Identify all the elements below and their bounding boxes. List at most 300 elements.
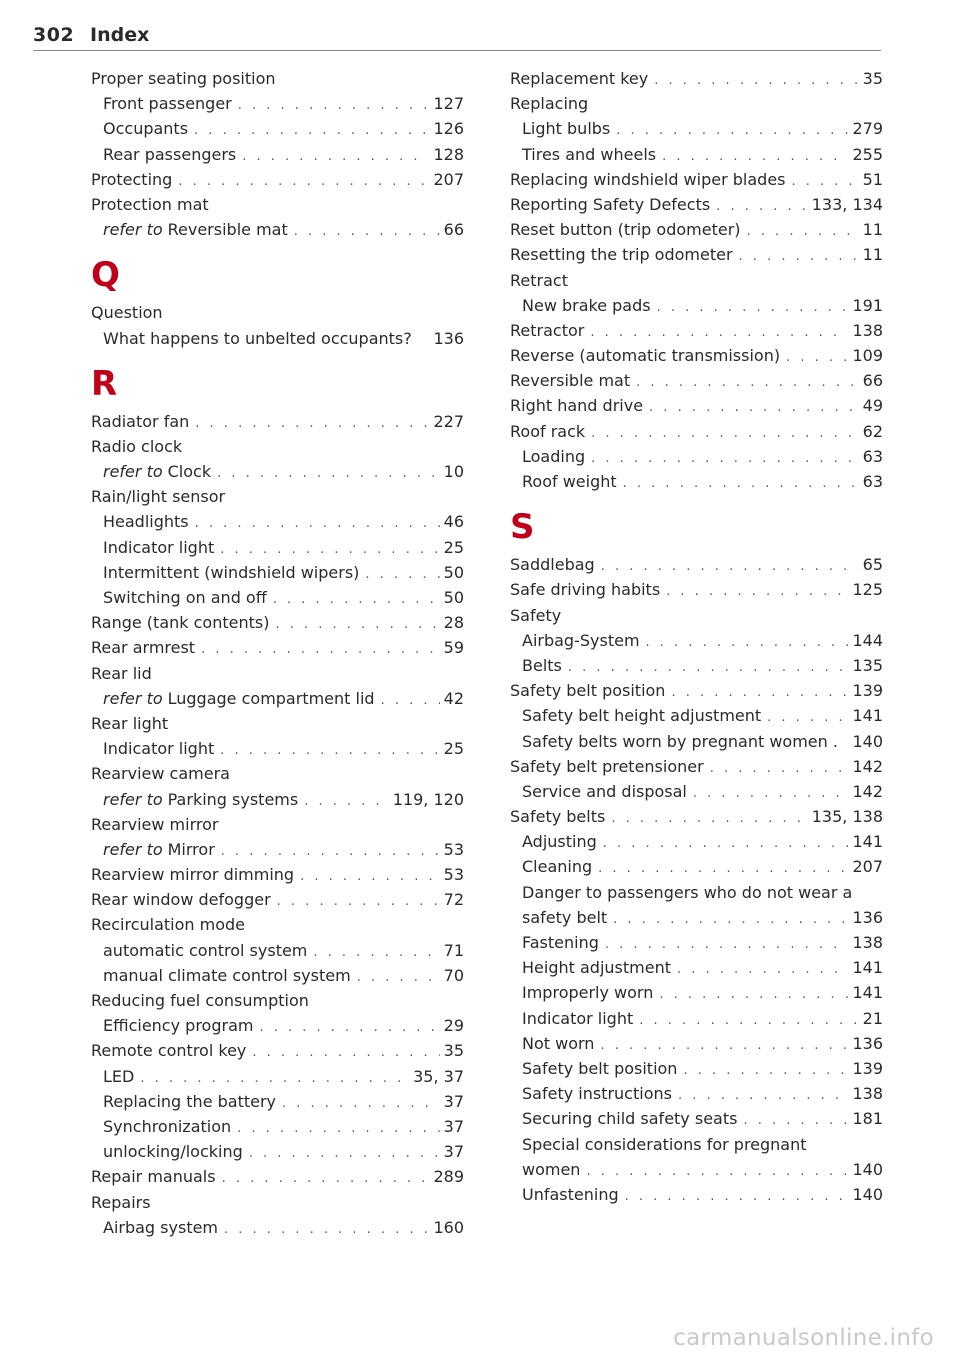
page-reference: 207 [433, 169, 464, 189]
entry-text: Improperly worn [522, 983, 654, 1003]
entry-term [103, 938, 307, 963]
entry-term [103, 509, 189, 534]
page-reference: 65 [862, 555, 883, 575]
dot-leader [649, 395, 859, 420]
index-entry [91, 192, 464, 217]
entry-text: Radiator fan [91, 411, 190, 431]
index-subentry [510, 905, 883, 930]
entry-text: Safety belts worn by pregnant women . [522, 731, 838, 751]
page-reference: 59 [443, 638, 464, 658]
entry-term [522, 729, 852, 754]
page-reference: 70 [443, 965, 464, 985]
entry-term [522, 905, 607, 930]
cross-reference-label: refer to [103, 688, 163, 708]
dot-leader [747, 219, 859, 244]
index-subentry [510, 930, 883, 955]
entry-term [522, 930, 599, 955]
page-reference: 37 [443, 1116, 464, 1136]
entry-term [103, 686, 375, 711]
dot-leader [678, 1083, 848, 1108]
index-subentry [510, 653, 883, 678]
entry-text: Safety belts [510, 807, 606, 827]
entry-term [522, 628, 640, 653]
index-entry [510, 192, 883, 217]
entry-term [103, 787, 298, 812]
entry-text: Repairs [91, 1192, 151, 1212]
index-entry [510, 678, 883, 703]
dot-leader [249, 1141, 440, 1166]
page-reference: 138 [852, 1084, 883, 1104]
entry-term [103, 736, 214, 761]
entry-term [91, 887, 271, 912]
index-column-left [91, 66, 464, 1240]
dot-leader [277, 889, 440, 914]
entry-text: Loading [522, 446, 586, 466]
page-reference: 50 [443, 562, 464, 582]
page-reference: 53 [443, 839, 464, 859]
entry-term [91, 409, 189, 434]
entry-term [522, 703, 761, 728]
index-entry [510, 268, 883, 293]
entry-term [510, 577, 660, 602]
page-reference: 144 [852, 630, 883, 650]
index-entry [91, 661, 464, 686]
entry-term [510, 91, 588, 116]
entry-text: automatic control system [103, 940, 308, 960]
dot-leader [646, 630, 849, 655]
entry-term [103, 535, 214, 560]
entry-text: Cleaning [522, 857, 593, 877]
entry-text: Radio clock [91, 436, 183, 456]
index-subentry [510, 729, 883, 754]
page-reference: 136 [433, 328, 464, 348]
page-reference: 255 [852, 144, 883, 164]
page-reference: 136 [852, 907, 883, 927]
dot-leader [178, 169, 429, 194]
entry-text: Reporting Safety Defects [510, 194, 711, 214]
index-subentry [510, 1132, 883, 1157]
entry-text: What happens to unbelted occupants? [103, 328, 412, 348]
index-entry [91, 167, 464, 192]
cross-reference-label: refer to [103, 789, 163, 809]
page-reference: 119, 120 [392, 789, 464, 809]
entry-text: Luggage compartment lid [167, 688, 375, 708]
index-subentry [91, 560, 464, 585]
index-subentry [91, 736, 464, 761]
dot-leader [671, 680, 848, 705]
dot-leader [639, 1008, 858, 1033]
dot-leader [605, 932, 849, 957]
index-entry [91, 1038, 464, 1063]
dot-leader [601, 554, 859, 579]
index-entry [91, 434, 464, 459]
dot-leader [743, 1108, 848, 1133]
dot-leader [598, 856, 848, 881]
entry-term [91, 1190, 151, 1215]
entry-term [103, 837, 215, 862]
index-entry [91, 988, 464, 1013]
page-reference: 49 [862, 396, 883, 416]
index-subentry [91, 585, 464, 610]
index-subentry [510, 142, 883, 167]
dot-leader [716, 194, 808, 219]
entry-term [522, 142, 656, 167]
page-reference: 50 [443, 588, 464, 607]
index-entry [510, 368, 883, 393]
entry-text: Securing child safety seats [522, 1109, 738, 1129]
dot-leader [659, 982, 848, 1007]
dot-leader [739, 244, 859, 269]
index-subentry [91, 938, 464, 963]
entry-text: Rain/light sensor [91, 487, 226, 507]
entry-term [522, 653, 562, 678]
entry-term [103, 963, 351, 988]
entry-text: Reversible mat [510, 371, 631, 391]
page-reference: 191 [852, 295, 883, 315]
entry-term [522, 116, 610, 141]
entry-text: Rear window defogger [91, 890, 271, 910]
dot-leader [222, 1166, 430, 1191]
entry-text: Rearview camera [91, 764, 230, 784]
dot-leader [586, 1159, 848, 1184]
page-reference: 142 [852, 756, 883, 776]
entry-term [103, 1089, 276, 1114]
section-letter: S [510, 507, 535, 548]
page-reference: 11 [862, 220, 883, 240]
index-subentry [91, 217, 464, 242]
page-reference: 141 [852, 706, 883, 726]
dot-leader [282, 1091, 440, 1116]
entry-text: Headlights [103, 512, 189, 532]
entry-text: Indicator light [103, 739, 215, 759]
entry-term [510, 393, 643, 418]
dot-leader [683, 1058, 848, 1083]
index-subentry [91, 116, 464, 141]
section-letter: R [91, 363, 118, 404]
entry-text: Adjusting [522, 832, 597, 852]
entry-term [510, 268, 568, 293]
dot-leader [220, 537, 439, 562]
index-entry [510, 804, 883, 829]
index-entry [91, 1164, 464, 1189]
page-reference: 140 [852, 731, 883, 751]
entry-term [510, 217, 741, 242]
page-reference: 127 [433, 94, 464, 114]
entry-term [103, 1215, 218, 1240]
entry-term [91, 711, 168, 736]
entry-term [510, 318, 584, 343]
entry-term [522, 1106, 737, 1131]
index-subentry [510, 854, 883, 879]
entry-text: Reducing fuel consumption [91, 991, 309, 1010]
entry-term [91, 988, 309, 1013]
entry-term [522, 854, 592, 879]
dot-leader [238, 93, 430, 118]
entry-term [522, 293, 651, 318]
entry-text: Repair manuals [91, 1167, 216, 1187]
index-subentry [510, 703, 883, 728]
dot-leader [611, 806, 807, 831]
index-subentry [510, 628, 883, 653]
dot-leader [224, 1217, 429, 1242]
dot-leader [194, 118, 429, 143]
index-subentry [91, 326, 464, 351]
entry-term [510, 804, 605, 829]
entry-text: Not worn [522, 1033, 595, 1053]
index-subentry [91, 142, 464, 167]
entry-text: unlocking/locking [103, 1142, 243, 1162]
entry-term [522, 779, 687, 804]
entry-text: Replacing windshield wiper blades [510, 169, 786, 189]
dot-leader [273, 587, 440, 612]
page-reference: 128 [433, 144, 464, 164]
dot-leader [275, 612, 439, 637]
entry-text: Special considerations for pregnant [522, 1134, 807, 1154]
entry-text: Replacing the battery [103, 1091, 277, 1111]
index-entry [510, 552, 883, 577]
index-subentry [91, 1089, 464, 1114]
dot-leader [792, 169, 859, 194]
entry-text: Roof rack [510, 421, 586, 441]
entry-text: Replacement key [510, 69, 649, 88]
index-entry [91, 912, 464, 937]
index-entry [510, 393, 883, 418]
index-subentry [91, 686, 464, 711]
dot-leader [259, 1015, 439, 1040]
index-subentry [510, 116, 883, 141]
dot-leader [623, 471, 859, 496]
entry-term [522, 1182, 619, 1207]
index-subentry [91, 1114, 464, 1139]
page-reference: 66 [443, 220, 464, 240]
cross-reference-label: refer to [103, 462, 163, 482]
entry-text: Unfastening [522, 1184, 619, 1204]
entry-text: Safety instructions [522, 1084, 672, 1104]
entry-text: Parking systems [167, 789, 299, 809]
entry-text: Safety belt pretensioner [510, 756, 704, 776]
page-reference: 35, 37 [413, 1066, 464, 1086]
dot-leader [600, 1033, 848, 1058]
entry-text: Right hand drive [510, 396, 644, 416]
entry-term [510, 343, 780, 368]
dot-leader [365, 562, 439, 587]
page-number: 302 [33, 24, 75, 46]
entry-term [510, 368, 630, 393]
page-reference: 139 [852, 681, 883, 701]
entry-term [522, 1081, 672, 1106]
entry-term [103, 1114, 231, 1139]
page-reference: 37 [443, 1091, 464, 1111]
page-reference: 142 [852, 781, 883, 801]
page-reference: 126 [433, 119, 464, 139]
index-subentry [510, 779, 883, 804]
entry-term [522, 1157, 580, 1182]
entry-text: women [522, 1159, 581, 1179]
index-subentry [91, 91, 464, 116]
index-entry [91, 409, 464, 434]
entry-text: Clock [167, 462, 212, 482]
page-reference: 135, 138 [811, 807, 883, 827]
entry-text: Safety belt position [522, 1058, 678, 1078]
entry-text: Fastening [522, 933, 599, 952]
index-entry [91, 862, 464, 887]
index-subentry [510, 1056, 883, 1081]
entry-text: Retractor [510, 320, 585, 340]
dot-leader [195, 411, 429, 436]
index-entry [510, 217, 883, 242]
entry-term [91, 1038, 246, 1063]
page-header [33, 22, 881, 51]
entry-text: Synchronization [103, 1116, 232, 1136]
dot-leader [591, 421, 859, 446]
page-reference: 136 [852, 1033, 883, 1053]
page-reference: 207 [852, 857, 883, 877]
entry-text: Replacing [510, 94, 589, 114]
page-reference: 63 [862, 446, 883, 466]
entry-text: Retract [510, 270, 568, 290]
entry-term [91, 66, 276, 91]
dot-leader [195, 511, 440, 536]
entry-text: Indicator light [522, 1008, 634, 1028]
entry-text: LED [103, 1066, 135, 1086]
dot-leader [590, 320, 848, 345]
index-subentry [510, 1081, 883, 1106]
entry-text: Safety belt position [510, 681, 666, 701]
entry-term [91, 661, 152, 686]
entry-term [522, 980, 653, 1005]
dot-leader [613, 907, 848, 932]
page-reference: 141 [852, 958, 883, 978]
dot-leader [357, 965, 440, 990]
entry-text: Recirculation mode [91, 915, 246, 935]
dot-leader [654, 68, 858, 93]
entry-text: Height adjustment [522, 958, 671, 978]
dot-leader [616, 118, 848, 143]
entry-text: Switching on and off [103, 588, 267, 607]
page-reference: 138 [852, 320, 883, 340]
entry-term [103, 459, 211, 484]
index-subentry [510, 444, 883, 469]
index-entry [91, 887, 464, 912]
index-subentry [91, 1013, 464, 1038]
dot-leader [591, 446, 859, 471]
entry-text: Indicator light [103, 537, 215, 557]
page-reference: 135 [852, 655, 883, 675]
page-reference: 63 [862, 472, 883, 491]
page-reference: 35 [862, 69, 883, 88]
dot-leader [677, 957, 848, 982]
dot-leader [252, 1040, 439, 1065]
entry-term [103, 326, 433, 351]
page-reference: 25 [443, 739, 464, 759]
entry-term [510, 678, 665, 703]
page-reference: 35 [443, 1041, 464, 1061]
dot-leader [693, 781, 849, 806]
entry-term [91, 610, 269, 635]
entry-term [103, 142, 236, 167]
page-reference: 227 [433, 411, 464, 431]
page-reference: 71 [443, 940, 464, 960]
index-subentry [91, 1139, 464, 1164]
entry-text: Airbag system [103, 1217, 219, 1237]
watermark: carmanualsonline.info [673, 1325, 934, 1351]
page-reference: 72 [443, 890, 464, 910]
entry-text: Remote control key [91, 1041, 247, 1061]
dot-leader [603, 831, 849, 856]
index-entry [510, 603, 883, 628]
index-entry [91, 484, 464, 509]
index-entry [510, 754, 883, 779]
entry-term [522, 1132, 807, 1157]
index-subentry [510, 980, 883, 1005]
entry-text: Light bulbs [522, 119, 611, 139]
entry-term [510, 66, 648, 91]
entry-term [91, 167, 172, 192]
entry-text: Service and disposal [522, 781, 687, 801]
dot-leader [666, 579, 848, 604]
index-subentry [510, 469, 883, 494]
index-entry [510, 577, 883, 602]
entry-text: Rear lid [91, 663, 152, 683]
cross-reference-label: refer to [103, 220, 163, 240]
page-reference: 141 [852, 832, 883, 852]
entry-term [522, 829, 597, 854]
entry-text: Resetting the trip odometer [510, 245, 733, 265]
entry-term [103, 1013, 253, 1038]
entry-term [91, 434, 182, 459]
page-reference: 138 [852, 933, 883, 952]
entry-text: Danger to passengers who do not wear a [522, 882, 853, 902]
page-reference: 289 [433, 1167, 464, 1187]
index-entry [91, 711, 464, 736]
dot-leader [237, 1116, 439, 1141]
index-entry [91, 1190, 464, 1215]
entry-text: Rear passengers [103, 144, 237, 164]
index-subentry [510, 829, 883, 854]
index-entry [91, 610, 464, 635]
index-subentry [510, 955, 883, 980]
index-subentry [91, 963, 464, 988]
page-reference: 181 [852, 1109, 883, 1129]
entry-term [522, 444, 585, 469]
index-entry [510, 66, 883, 91]
index-subentry [510, 1006, 883, 1031]
entry-term [91, 484, 225, 509]
entry-text: Airbag-System [522, 630, 640, 650]
entry-term [103, 585, 267, 610]
entry-text: Mirror [167, 839, 215, 859]
entry-text: New brake pads [522, 295, 651, 315]
index-column-right [510, 66, 883, 1207]
cross-reference-label: refer to [103, 839, 163, 859]
entry-term [522, 1056, 677, 1081]
index-entry [91, 812, 464, 837]
entry-text: Safety [510, 605, 562, 625]
dot-leader [300, 864, 440, 889]
index-entry [91, 300, 464, 325]
entry-text: Proper seating position [91, 69, 276, 88]
dot-leader [217, 461, 440, 486]
entry-term [91, 1164, 216, 1189]
page-reference: 279 [852, 119, 883, 139]
dot-leader [304, 789, 389, 814]
page-reference: 62 [862, 421, 883, 441]
dot-leader [710, 756, 849, 781]
entry-term [510, 552, 595, 577]
dot-leader [201, 637, 440, 662]
dot-leader [568, 655, 849, 680]
entry-term [103, 1064, 134, 1089]
